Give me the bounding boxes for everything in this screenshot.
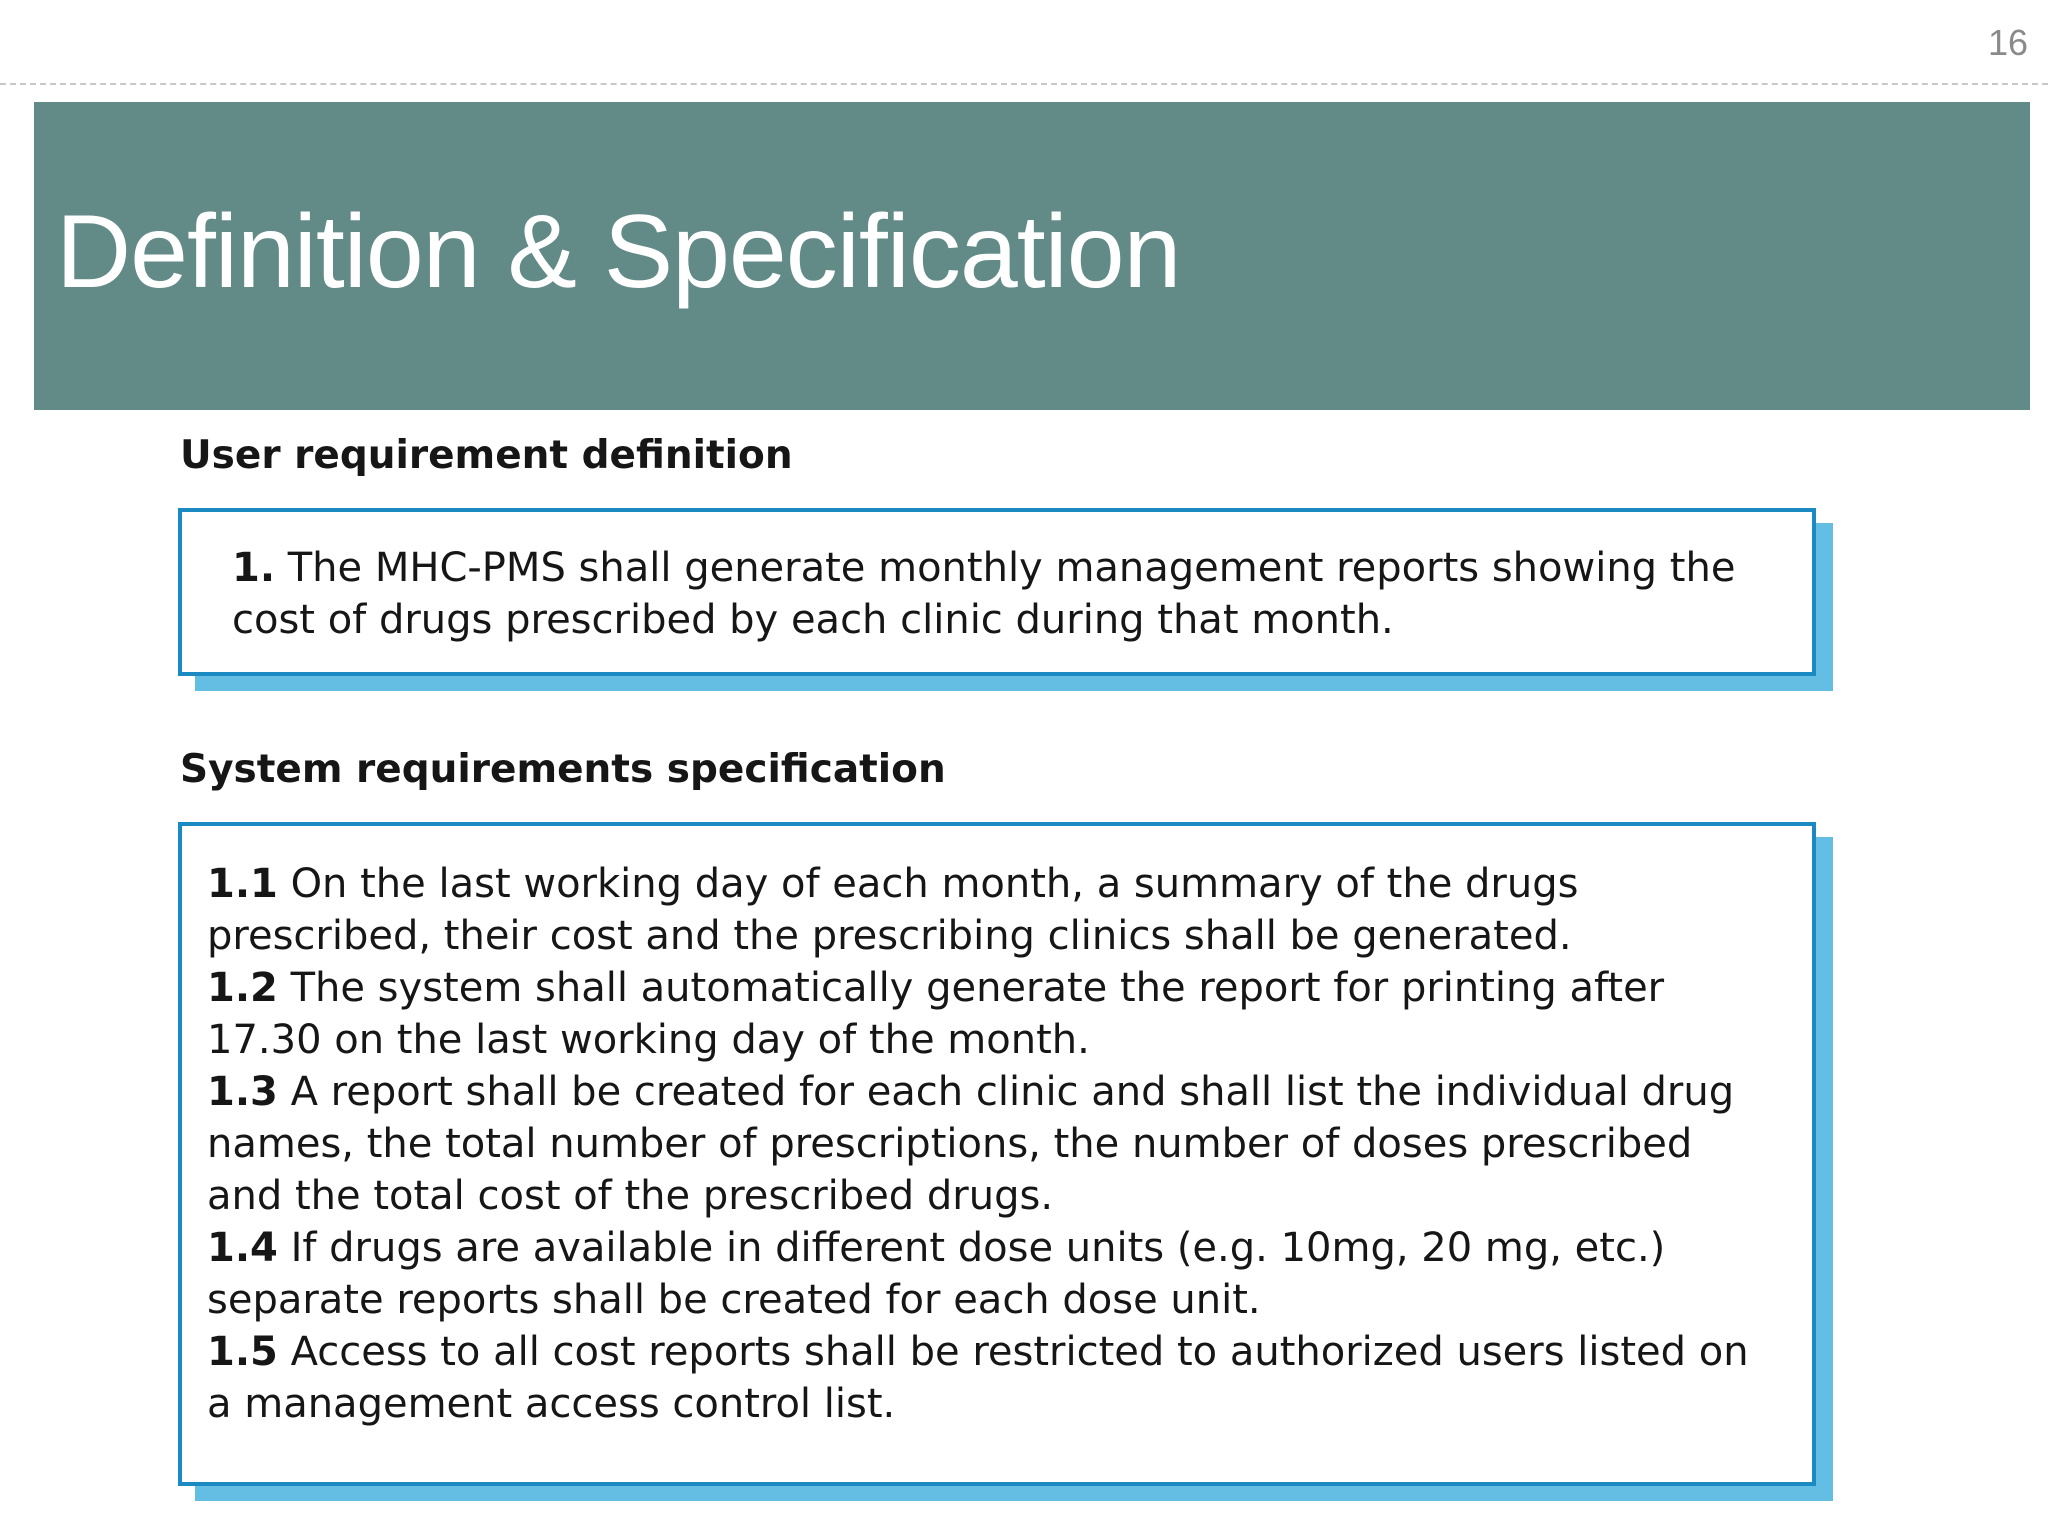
requirement-text: On the last working day of each month, a summary of the drugs prescribed, their cost and the prescribing clinics shall be generated. <box>207 861 1579 959</box>
requirement-text: If drugs are available in different dose units (e.g. 10mg, 20 mg, etc.) separate reports shall be created for each dose unit. <box>207 1225 1666 1323</box>
system-requirements-box <box>178 822 1816 1486</box>
requirement-number: 1.5 <box>207 1329 278 1375</box>
system-requirement-item <box>207 858 1772 962</box>
requirement-text: Access to all cost reports shall be restricted to authorized users listed on a management access control list. <box>207 1329 1749 1427</box>
system-requirement-item <box>207 962 1772 1066</box>
requirement-text: The MHC-PMS shall generate monthly management reports showing the cost of drugs prescribed by each clinic during that month. <box>232 545 1736 643</box>
requirement-number: 1.1 <box>207 861 278 907</box>
system-requirement-item <box>207 1222 1772 1326</box>
page-title: Definition & Specification <box>56 194 1181 310</box>
title-band <box>34 102 2030 410</box>
requirement-text: A report shall be created for each clinic and shall list the individual drug names, the total number of prescriptions, the number of doses prescribed and the total cost of the prescribed drugs. <box>207 1069 1735 1219</box>
requirement-number: 1.4 <box>207 1225 278 1271</box>
system-requirement-item <box>207 1326 1772 1430</box>
user-requirement-item <box>232 542 1772 646</box>
page-number: 16 <box>1987 22 2028 63</box>
user-requirement-heading: User requirement definition <box>180 433 793 478</box>
header-divider <box>0 83 2048 85</box>
requirement-text: The system shall automatically generate the report for printing after 17.30 on the last working day of the month. <box>207 965 1665 1063</box>
user-requirement-box <box>178 508 1816 676</box>
requirement-number: 1.2 <box>207 965 278 1011</box>
requirement-number: 1.3 <box>207 1069 278 1115</box>
system-requirement-item <box>207 1066 1772 1222</box>
system-requirements-heading: System requirements specification <box>180 747 946 792</box>
requirement-number: 1. <box>232 545 276 591</box>
